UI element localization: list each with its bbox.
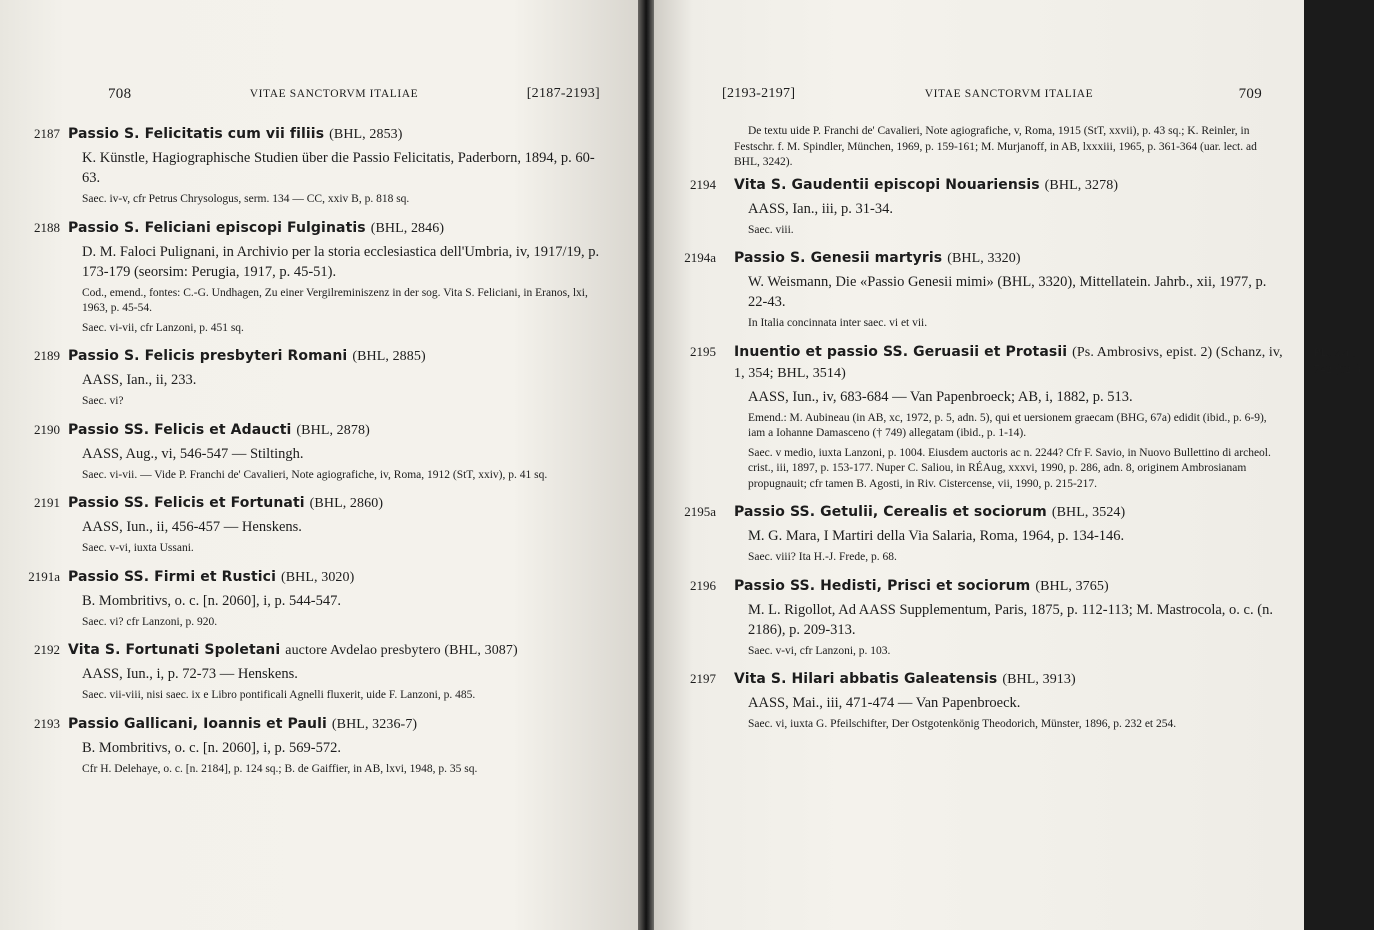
entry-list xyxy=(28,124,600,777)
edition-reference: AASS, Ian., ii, 233. xyxy=(82,372,197,388)
entry-note: Saec. v-vi, iuxta Ussani. xyxy=(82,542,194,554)
edition-reference: W. Weismann, Die «Passio Genesii mimi» (BHL, 3320), Mittellatein. Jahrb., xii, 1977, p. 22-43. xyxy=(748,274,1267,310)
entry-heading xyxy=(68,493,600,514)
catalog-entry xyxy=(690,576,1284,660)
edition-reference: B. Mombritivs, o. c. [n. 2060], i, p. 569-572. xyxy=(82,739,341,756)
entry-title: Vita S. Gaudentii episcopi Nouariensis xyxy=(734,176,1040,193)
entry-title: Passio S. Feliciani episcopi Fulginatis xyxy=(68,219,366,236)
entry-heading xyxy=(68,124,600,145)
entry-reference-code: (BHL, 3020) xyxy=(280,569,355,585)
catalog-entry xyxy=(34,493,600,557)
entry-reference-code: (BHL, 2885) xyxy=(352,349,426,364)
entry-note: Saec. vi-vii. — Vide P. Franchi de' Cavalieri, Note agiografiche, iv, Roma, 1912 (StT, xxiv), p. 41 sq. xyxy=(82,468,548,481)
entry-reference-code: (Ps. Ambrosivs, epist. 2) (Schanz, iv, 1, 354; BHL, 3514) xyxy=(734,344,1283,381)
entry-heading xyxy=(68,714,600,735)
catalog-entry xyxy=(34,346,600,410)
entry-title: Passio S. Genesii martyris xyxy=(734,250,943,266)
entry-number: 2188 xyxy=(34,219,60,235)
edition-reference: AASS, Iun., ii, 456-457 — Henskens. xyxy=(82,519,302,535)
entry-heading xyxy=(68,346,600,367)
entry-number: 2195 xyxy=(690,343,716,359)
entry-note: Saec. vi-vii, cfr Lanzoni, p. 451 sq. xyxy=(82,321,244,334)
entry-note: Saec. vi, iuxta G. Pfeilschifter, Der Ostgotenkönig Theodorich, Münster, 1896, p. 232 et 254. xyxy=(748,718,1177,730)
entry-note: Saec. v-vi, cfr Lanzoni, p. 103. xyxy=(748,644,891,657)
edition-reference: K. Künstle, Hagiographische Studien über die Passio Felicitatis, Paderborn, 1894, p. 60-63. xyxy=(82,150,595,186)
running-title: VITAE SANCTORVM ITALIAE xyxy=(924,88,1094,100)
entry-title: Vita S. Hilari abbatis Galeatensis xyxy=(734,671,998,687)
entry-title: Passio SS. Firmi et Rustici xyxy=(68,568,276,585)
catalog-entry xyxy=(28,567,600,631)
running-title: VITAE SANCTORVM ITALIAE xyxy=(249,88,419,100)
entry-number: 2194a xyxy=(684,250,716,265)
entry-heading xyxy=(68,567,600,588)
entry-title: Passio S. Felicitatis cum vii filiis xyxy=(68,126,325,142)
entry-title: Passio SS. Felicis et Adaucti xyxy=(68,421,292,438)
entry-heading xyxy=(734,669,1284,690)
entry-number: 2192 xyxy=(34,642,60,657)
catalog-entry xyxy=(690,669,1284,733)
entry-title: Passio Gallicani, Ioannis et Pauli xyxy=(68,715,327,732)
entry-number: 2190 xyxy=(34,421,60,437)
margin-note: PL, xvii, 742 (821) xyxy=(1314,344,1361,376)
entry-heading xyxy=(68,420,600,441)
entry-reference-code: (BHL, 2853) xyxy=(329,127,403,142)
entry-number: 2191 xyxy=(34,495,60,510)
entry-reference-code: (BHL, 2878) xyxy=(296,422,370,438)
catalog-entry xyxy=(34,714,600,778)
entry-title: Passio SS. Hedisti, Prisci et sociorum xyxy=(734,577,1031,594)
entry-number: 2196 xyxy=(690,577,716,593)
entry-number: 2195a xyxy=(684,504,716,519)
entry-title: Passio S. Felicis presbyteri Romani xyxy=(68,348,348,364)
entry-title: Passio SS. Felicis et Fortunati xyxy=(68,495,305,511)
entry-note: Saec. vi? cfr Lanzoni, p. 920. xyxy=(82,615,218,628)
entry-heading xyxy=(68,218,600,239)
edition-reference: M. L. Rigollot, Ad AASS Supplementum, Paris, 1875, p. 112-113; M. Mastrocola, o. c. (n. 2186), p. 209-313. xyxy=(748,601,1273,638)
catalog-entry xyxy=(34,640,600,704)
entry-reference-code: (BHL, 3236-7) xyxy=(331,716,418,732)
left-page xyxy=(0,0,640,930)
catalog-entry xyxy=(684,248,1284,332)
entry-reference-code: (BHL, 3913) xyxy=(1002,672,1076,687)
edition-reference: D. M. Faloci Pulignani, in Archivio per la storia ecclesiastica dell'Umbria, iv, 1917/19, p. 173-179 (seorsim: Perugia, 1917, p. 45-51). xyxy=(82,243,600,280)
entry-reference-code: (BHL, 3278) xyxy=(1044,177,1119,193)
entry-title: Passio SS. Getulii, Cerealis et sociorum xyxy=(734,504,1047,520)
running-head xyxy=(68,86,600,106)
entry-note: Saec. v medio, iuxta Lanzoni, p. 1004. Eiusdem auctoris ac n. 2244? Cfr F. Savio, in Nuovo Bullettino di archeol. crist., iii, 1897, p. 153-177. Nuper C. Saliou, in RÉAug, xxxvi, 1990, p. 286, adn. 8, originem Ambrosianam propugnauit; cfr tamen B. Agosti, in Riv. Cistercense, vii, 1990, p. 215-217. xyxy=(748,446,1271,490)
entry-number: 2197 xyxy=(690,671,716,686)
entry-number: 2194 xyxy=(690,176,716,192)
entry-reference-code: (BHL, 3524) xyxy=(1051,505,1126,520)
entry-heading xyxy=(734,576,1284,597)
entry-heading xyxy=(734,342,1284,384)
entry-reference-code: (BHL, 2860) xyxy=(309,496,384,511)
edition-reference: AASS, Aug., vi, 546-547 — Stiltingh. xyxy=(82,445,304,462)
catalog-entry xyxy=(34,420,600,484)
entry-note: Saec. viii? Ita H.-J. Frede, p. 68. xyxy=(748,551,897,563)
entry-note: Saec. iv-v, cfr Petrus Chrysologus, serm. 134 — CC, xxiv B, p. 818 sq. xyxy=(82,193,410,205)
entry-note: Saec. vi? xyxy=(82,395,124,407)
entry-list xyxy=(684,175,1361,733)
entry-number: 2189 xyxy=(34,348,60,363)
right-page xyxy=(654,0,1361,930)
entry-note: Saec. vii-viii, nisi saec. ix e Libro pontificali Agnelli fluxerit, uide F. Lanzoni, p. 485. xyxy=(82,689,476,701)
entry-number: 2193 xyxy=(34,715,60,731)
edition-reference: AASS, Iun., i, p. 72-73 — Henskens. xyxy=(82,666,298,682)
catalog-entry xyxy=(34,218,600,337)
entry-heading xyxy=(734,248,1284,269)
edition-reference: B. Mombritivs, o. c. [n. 2060], i, p. 544-547. xyxy=(82,592,341,609)
entry-number: 2191a xyxy=(28,568,60,584)
entry-note: In Italia concinnata inter saec. vi et vii. xyxy=(748,317,928,329)
entry-reference-code: auctore Avdelao presbytero (BHL, 3087) xyxy=(285,643,518,658)
running-head xyxy=(722,86,1284,106)
entry-heading xyxy=(68,640,600,661)
entry-note: Saec. viii. xyxy=(748,223,794,236)
entry-heading xyxy=(734,175,1284,196)
entry-heading xyxy=(734,502,1284,523)
entry-reference-code: (BHL, 2846) xyxy=(370,220,445,236)
entry-title: Inuentio et passio SS. Geruasii et Protasii xyxy=(734,343,1068,360)
entry-note: Cod., emend., fontes: C.-G. Undhagen, Zu einer Vergilreminiszenz in der sog. Vita S. Feliciani, in Eranos, lxi, 1963, p. 45-54. xyxy=(82,286,588,314)
entry-note: Emend.: M. Aubineau (in AB, xc, 1972, p. 5, adn. 5), qui et uersionem graecam (BHG, 67a) edidit (ibid., p. 6-9), iam a Iohanne Damasceno († 749) allegatam (ibid., p. 1-14). xyxy=(748,411,1267,439)
catalog-entry xyxy=(690,342,1361,493)
edition-reference: M. G. Mara, I Martiri della Via Salaria, Roma, 1964, p. 134-146. xyxy=(748,528,1125,544)
entry-reference-code: (BHL, 3765) xyxy=(1035,578,1109,594)
edition-reference: AASS, Ian., iii, p. 31-34. xyxy=(748,200,893,217)
edition-reference: AASS, Iun., iv, 683-684 — Van Papenbroeck; AB, i, 1882, p. 513. xyxy=(748,388,1133,405)
page-number: 708 xyxy=(108,86,132,102)
entry-title: Vita S. Fortunati Spoletani xyxy=(68,642,281,658)
entry-range: [2193-2197] xyxy=(722,86,796,101)
catalog-entry xyxy=(684,502,1284,566)
edition-reference: AASS, Mai., iii, 471-474 — Van Papenbroeck. xyxy=(748,695,1021,711)
catalog-entry xyxy=(690,175,1284,239)
intro-note: De textu uide P. Franchi de' Cavalieri, Note agiografiche, v, Roma, 1915 (StT, xxvii), p. 43 sq.; K. Reinler, in Festschr. f. M. Spindler, München, 1969, p. 159-161; M. Murjanoff, in AB, lxxxiii, 1965, p. 361-364 (uar. lect. ad BHL, 3242). xyxy=(734,125,1257,168)
entry-note: Cfr H. Delehaye, o. c. [n. 2184], p. 124 sq.; B. de Gaiffier, in AB, lxvi, 1948, p. 35 sq. xyxy=(82,762,478,775)
entry-reference-code: (BHL, 3320) xyxy=(947,251,1021,266)
entry-range: [2187-2193] xyxy=(526,86,600,101)
entry-number: 2187 xyxy=(34,126,60,141)
catalog-entry xyxy=(34,124,600,208)
page-number: 709 xyxy=(1238,86,1262,102)
